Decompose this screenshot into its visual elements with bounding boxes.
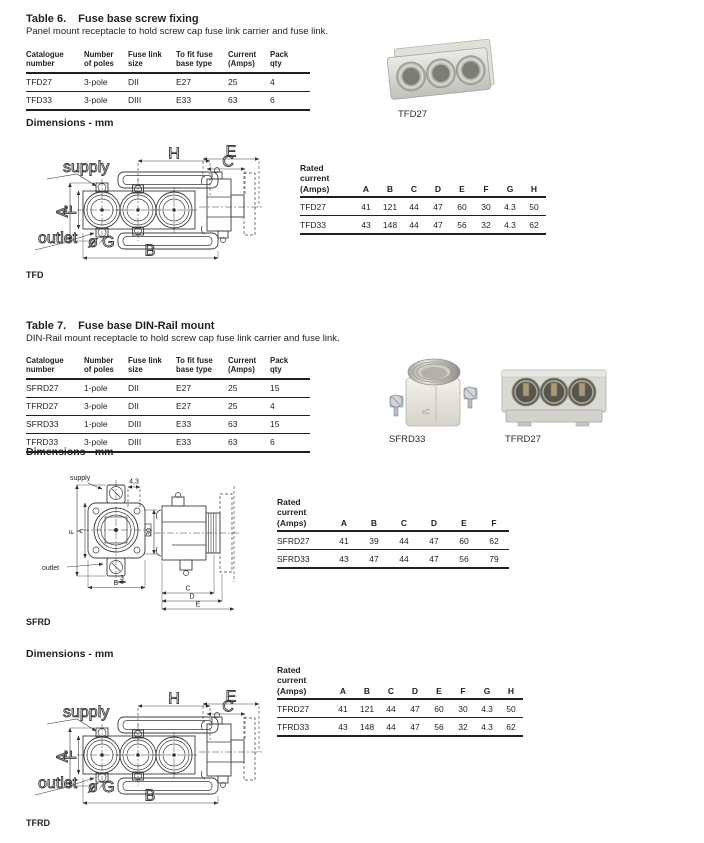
tfd27-product-image [384, 34, 504, 110]
col-header: Pack qty [270, 356, 310, 379]
col-header: E [449, 518, 479, 531]
dimensions-heading-sfrd: Dimensions - mm [26, 446, 114, 458]
dim-label-b: B [113, 580, 119, 587]
cell: SFRD33 [277, 550, 329, 569]
col-header: Catalogue number [26, 50, 84, 73]
table7-title [26, 320, 214, 332]
cell: 3-pole [84, 91, 128, 110]
col-header: D [419, 518, 449, 531]
cell: 47 [426, 216, 450, 235]
tfd-rated-current-table [300, 163, 546, 235]
cell: E33 [176, 91, 228, 110]
sfrd33-product-image [388, 346, 480, 434]
dim-label-d: D [189, 593, 195, 601]
cell: SFRD27 [277, 531, 329, 550]
table-header-row [26, 50, 310, 73]
dim-label-f: F [69, 529, 76, 535]
cell: 32 [474, 216, 498, 235]
tfd-dimension-drawing [33, 145, 278, 267]
col-header: (Amps) [277, 518, 329, 531]
tfrd-dimension-drawing [33, 690, 278, 812]
cell: 47 [426, 197, 450, 216]
cell: 121 [378, 197, 402, 216]
cell: 44 [389, 531, 419, 550]
col-header: B [355, 686, 379, 699]
table6-number: Table 6. [26, 13, 67, 25]
cell: 60 [449, 531, 479, 550]
col-header: E [450, 184, 474, 197]
cell: 4 [270, 73, 310, 92]
cell: 1-pole [84, 415, 128, 433]
col-header: C [402, 184, 426, 197]
table-header-row [277, 686, 523, 699]
table6-catalog-table [26, 50, 310, 111]
cell: 47 [403, 699, 427, 718]
tfrd-rated-current-table [277, 665, 523, 737]
cell: 44 [402, 197, 426, 216]
col-header: Number of poles [84, 356, 128, 379]
table-header-row [277, 665, 523, 686]
col-header: D [426, 184, 450, 197]
table-row [26, 91, 310, 110]
cell: 3-pole [84, 433, 128, 452]
col-header: (Amps) [277, 686, 331, 699]
col-header: F [474, 184, 498, 197]
col-header: Catalogue number [26, 356, 84, 379]
cell: DII [128, 73, 176, 92]
table7-catalog-table [26, 356, 310, 453]
cell: 60 [450, 197, 474, 216]
cell: 3-pole [84, 73, 128, 92]
cell: 25 [228, 73, 270, 92]
table-header-row [277, 518, 509, 531]
table7-subtitle: DIN-Rail mount receptacle to hold screw cap fuse link carrier and fuse link. [26, 333, 340, 344]
cell: 50 [522, 197, 546, 216]
cell: DIII [128, 91, 176, 110]
col-header: To fit fuse base type [176, 50, 228, 73]
col-header: D [403, 686, 427, 699]
svg-text:εĆ: εĆ [422, 409, 431, 416]
cell: 44 [379, 699, 403, 718]
cell: 56 [449, 550, 479, 569]
cell: 15 [270, 379, 310, 398]
col-header: Number of poles [84, 50, 128, 73]
cell: 4.3 [475, 699, 499, 718]
cell: 4.3 [498, 216, 522, 235]
dim-label-30: 30 [146, 528, 153, 536]
table-header-row [300, 184, 546, 197]
cell: 43 [354, 216, 378, 235]
table-header-row [300, 163, 546, 184]
table-row [300, 216, 546, 235]
dim-label-e: E [195, 601, 201, 609]
table-row [26, 415, 310, 433]
cell: 56 [450, 216, 474, 235]
col-header: F [479, 518, 509, 531]
cell: 43 [331, 718, 355, 737]
col-header: (Amps) [300, 184, 354, 197]
table7-number: Table 7. [26, 320, 67, 332]
cell: 32 [451, 718, 475, 737]
cell: DIII [128, 415, 176, 433]
table-row [26, 379, 310, 398]
cell: 148 [378, 216, 402, 235]
cell: 6 [270, 91, 310, 110]
supply-label: supply [70, 475, 91, 482]
dimensions-heading-tfd: Dimensions - mm [26, 117, 114, 129]
col-header: C [379, 686, 403, 699]
cell: 4.3 [498, 197, 522, 216]
cell: TFD33 [300, 216, 354, 235]
cell: E33 [176, 415, 228, 433]
tfd27-product-caption: TFD27 [398, 109, 428, 120]
cell: 121 [355, 699, 379, 718]
col-header: C [389, 518, 419, 531]
col-header: G [475, 686, 499, 699]
cell: 44 [389, 550, 419, 569]
cell: 39 [359, 531, 389, 550]
cell: 1-pole [84, 379, 128, 398]
tfrd27-product-image [498, 362, 610, 430]
dim-label-c: C [185, 585, 191, 593]
col-header: Rated current [277, 497, 307, 517]
tfd-drawing-caption: TFD [26, 270, 44, 280]
tfrd-drawing-caption: TFRD [26, 818, 50, 828]
table-row [26, 73, 310, 92]
cell: 47 [403, 718, 427, 737]
table-row [300, 197, 546, 216]
cell: SFRD33 [26, 415, 84, 433]
cell: TFRD27 [26, 397, 84, 415]
cell: DIII [128, 433, 176, 452]
col-header: E [427, 686, 451, 699]
cell: DII [128, 379, 176, 398]
table-row [277, 699, 523, 718]
col-header: A [354, 184, 378, 197]
cell: TFRD33 [26, 433, 84, 452]
cell: 62 [479, 531, 509, 550]
table6-heading: Fuse base screw fixing [78, 13, 199, 25]
col-header: To fit fuse base type [176, 356, 228, 379]
cell: E33 [176, 433, 228, 452]
cell: TFD27 [26, 73, 84, 92]
cell: TFD27 [300, 197, 354, 216]
cell: E27 [176, 379, 228, 398]
cell: SFRD27 [26, 379, 84, 398]
sfrd-drawing-caption: SFRD [26, 617, 51, 627]
col-header: B [359, 518, 389, 531]
table-header-row [277, 497, 509, 518]
cell: 47 [419, 550, 449, 569]
cell: 62 [522, 216, 546, 235]
table7-heading: Fuse base DIN-Rail mount [78, 320, 215, 332]
sfrd33-product-caption: SFRD33 [389, 434, 426, 445]
dimensions-heading-tfrd: Dimensions - mm [26, 648, 114, 660]
col-header: Current (Amps) [228, 356, 270, 379]
cell: 62 [499, 718, 523, 737]
cell: 3-pole [84, 397, 128, 415]
col-header: H [499, 686, 523, 699]
col-header: Pack qty [270, 50, 310, 73]
tfrd27-product-caption: TFRD27 [505, 434, 541, 445]
cell: 63 [228, 433, 270, 452]
cell: TFRD33 [277, 718, 331, 737]
dim-label-3: 3 [120, 575, 124, 582]
table6-subtitle: Panel mount receptacle to hold screw cap fuse link carrier and fuse link. [26, 26, 329, 37]
cell: 60 [427, 699, 451, 718]
cell: 6 [270, 433, 310, 452]
dim-label-43: 4,3 [129, 478, 139, 486]
sfrd-dimension-drawing [40, 470, 270, 615]
cell: 50 [499, 699, 523, 718]
table-row [277, 550, 509, 569]
col-header: G [498, 184, 522, 197]
cell: 25 [228, 379, 270, 398]
cell: 4 [270, 397, 310, 415]
col-header: H [522, 184, 546, 197]
col-header: Fuse link size [128, 356, 176, 379]
col-header: F [451, 686, 475, 699]
cell: 25 [228, 397, 270, 415]
col-header: Current (Amps) [228, 50, 270, 73]
cell: 41 [329, 531, 359, 550]
cell: 79 [479, 550, 509, 569]
cell: 30 [474, 197, 498, 216]
table-header-row [26, 356, 310, 379]
cell: 15 [270, 415, 310, 433]
table6-title [26, 13, 199, 25]
col-header: A [331, 686, 355, 699]
sfrd-rated-current-table [277, 497, 509, 569]
table-row [26, 397, 310, 415]
table-row [277, 531, 509, 550]
cell: 30 [451, 699, 475, 718]
cell: TFD33 [26, 91, 84, 110]
col-header: Rated current [300, 163, 330, 183]
cell: E27 [176, 397, 228, 415]
outlet-label: outlet [42, 565, 60, 572]
cell: 41 [354, 197, 378, 216]
table-row [277, 718, 523, 737]
cell: 47 [419, 531, 449, 550]
col-header: Fuse link size [128, 50, 176, 73]
col-header: A [329, 518, 359, 531]
cell: DII [128, 397, 176, 415]
dim-label-a: A [77, 528, 85, 534]
cell: E27 [176, 73, 228, 92]
cell: 63 [228, 415, 270, 433]
col-header: B [378, 184, 402, 197]
col-header: Rated current [277, 665, 307, 685]
cell: 63 [228, 91, 270, 110]
cell: 44 [402, 216, 426, 235]
cell: 4.3 [475, 718, 499, 737]
cell: 43 [329, 550, 359, 569]
cell: TFRD27 [277, 699, 331, 718]
cell: 44 [379, 718, 403, 737]
cell: 56 [427, 718, 451, 737]
cell: 47 [359, 550, 389, 569]
cell: 148 [355, 718, 379, 737]
cell: 41 [331, 699, 355, 718]
